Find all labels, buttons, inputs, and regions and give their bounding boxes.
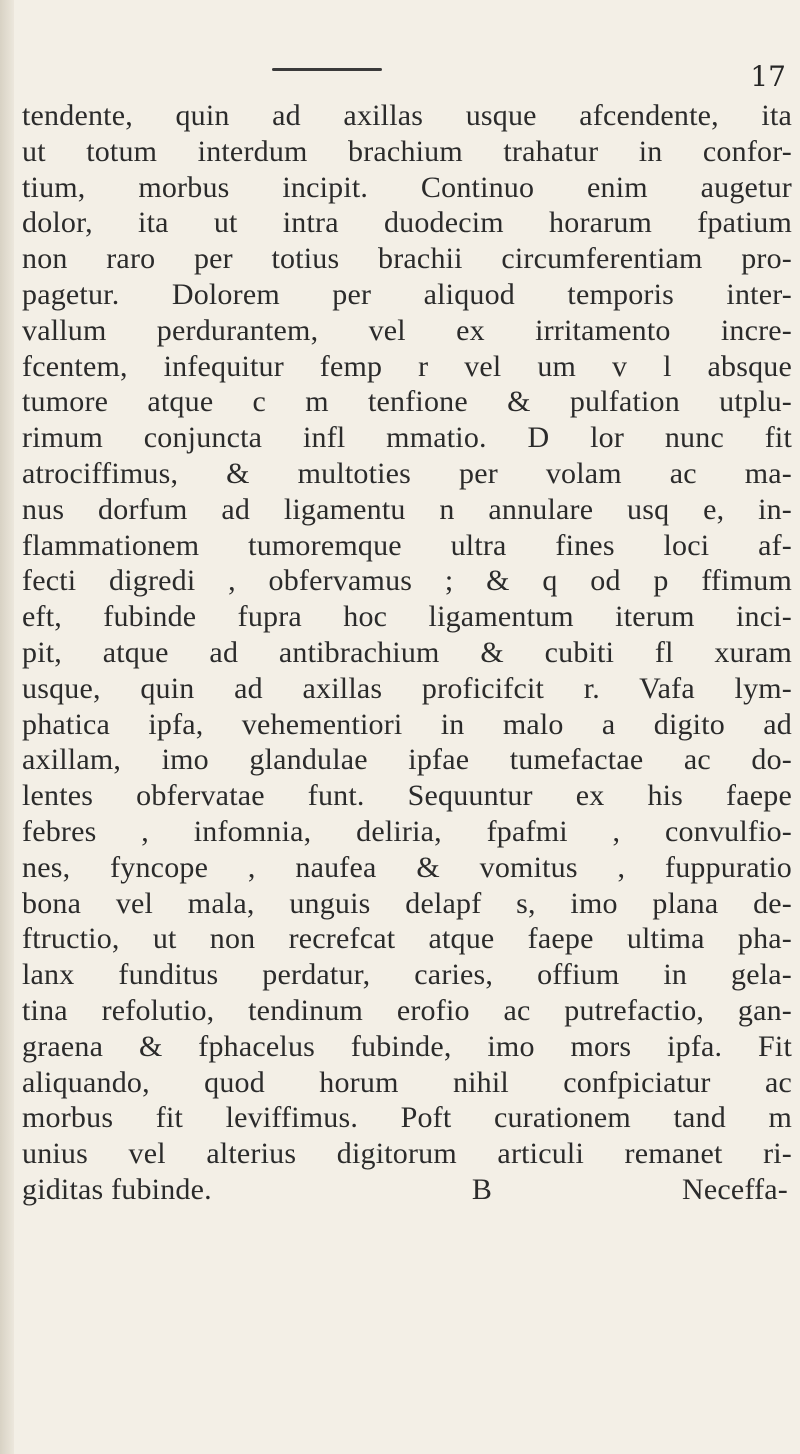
page-footer-line — [22, 1172, 792, 1208]
text-line: dolor, ita ut intra duodecim horarum fpatium — [22, 206, 792, 240]
text-line: morbus fit leviffimus. Poft curationem tand m — [22, 1101, 792, 1135]
text-line: tium, morbus incipit. Continuo enim augetur — [22, 170, 792, 204]
text-line: ut totum interdum brachium trahatur in confor- — [22, 134, 792, 168]
text-line: pagetur. Dolorem per aliquod temporis inter- — [22, 277, 792, 311]
text-line: lanx funditus perdatur, caries, offium in gela- — [22, 958, 792, 992]
text-line: tina refolutio, tendinum erofio ac putrefactio, gan- — [22, 993, 792, 1027]
text-line: axillam, imo glandulae ipfae tumefactae ac do- — [22, 743, 792, 777]
text-line: nes, fyncope , naufea & vomitus , fuppuratio — [22, 850, 792, 884]
text-line: non raro per totius brachii circumferentiam pro- — [22, 242, 792, 276]
text-line: rimum conjuncta infl mmatio. D lor nunc fit — [22, 421, 792, 455]
text-line: lentes obfervatae funt. Sequuntur ex his faepe — [22, 779, 792, 813]
text-line: bona vel mala, unguis delapf s, imo plana de- — [22, 886, 792, 920]
text-line: nus dorfum ad ligamentu n annulare usq e, in- — [22, 492, 792, 526]
text-line: ftructio, ut non recrefcat atque faepe ultima pha- — [22, 922, 792, 956]
text-line: flammationem tumoremque ultra fines loci af- — [22, 528, 792, 562]
text-line: atrociffimus, & multoties per volam ac ma- — [22, 456, 792, 490]
text-line: vallum perdurantem, vel ex irritamento incre- — [22, 313, 792, 347]
text-line: tumore atque c m tenfione & pulfation utplu- — [22, 385, 792, 419]
page-number: 17 — [750, 60, 786, 93]
body-text — [22, 98, 792, 1208]
text-line: usque, quin ad axillas proficifcit r. Vafa lym- — [22, 671, 792, 705]
text-line: tendente, quin ad axillas usque afcendente, ita — [22, 99, 792, 132]
text-line: eft, fubinde fupra hoc ligamentum iterum inci- — [22, 600, 792, 634]
final-text-fragment: giditas fubinde. — [22, 1172, 212, 1206]
text-line: unius vel alterius digitorum articuli remanet ri- — [22, 1137, 792, 1171]
text-line: fecti digredi , obfervamus ; & q od p ffimum — [22, 564, 792, 598]
text-line: aliquando, quod horum nihil confpiciatur ac — [22, 1065, 792, 1099]
text-line: fcentem, infequitur femp r vel um v l absque — [22, 349, 792, 383]
text-line: febres , infomnia, deliria, fpafmi , convulfio- — [22, 814, 792, 848]
text-line: phatica ipfa, vehementiori in malo a digito ad — [22, 707, 792, 741]
catchword: Neceffa- — [682, 1172, 788, 1206]
binding-gutter — [0, 0, 14, 1454]
signature-mark: B — [471, 1172, 493, 1206]
text-line: graena & fphacelus fubinde, imo mors ipfa. Fit — [22, 1029, 792, 1063]
printer-rule-mark — [272, 68, 382, 71]
text-line: pit, atque ad antibrachium & cubiti fl xuram — [22, 635, 792, 669]
